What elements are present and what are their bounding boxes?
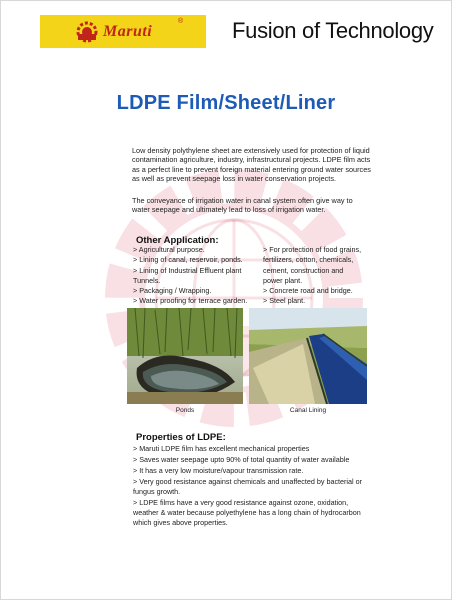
list-item: > Water proofing for terrace garden. <box>133 296 248 306</box>
page-title: LDPE Film/Sheet/Liner <box>116 92 336 114</box>
list-item: > Saves water seepage upto 90% of total quantity of water available <box>133 455 350 464</box>
list-item: Tunnels. <box>133 275 161 285</box>
list-item: power plant. <box>263 275 303 285</box>
ponds-caption: Ponds <box>175 407 195 414</box>
logo-text: Maruti <box>103 22 153 40</box>
list-item: > Agricultural purpose. <box>133 245 205 254</box>
list-item: cement, construction and <box>263 265 344 275</box>
list-item: > Concrete road and bridge. <box>263 286 353 296</box>
properties-list <box>133 444 373 529</box>
applications-list-right <box>263 245 373 307</box>
registered-mark: ® <box>178 18 184 25</box>
properties-heading: Properties of LDPE: <box>136 432 226 443</box>
list-item: > LDPE films have a very good resistance against ozone, oxidation, weather & water because polyethylene has a long chain of hydrocarbon which gives above properties. <box>133 498 361 527</box>
company-logo <box>40 15 206 48</box>
list-item: > Lining of Industrial Effluent plant <box>133 265 242 275</box>
intro-paragraph-1: Low density polythylene sheet are extensively used for protection of liquid contamination agriculture, industry, infrastructural projects. LDPE film acts as a perfect line to prevent foreign material entering ground water sources as well as prevent seepage loss in water conservation projects. <box>132 146 371 183</box>
list-item: > It has a very low moisture/vapour transmission rate. <box>133 466 304 475</box>
applications-heading: Other Application: <box>136 235 219 246</box>
list-item: > For protection of food grains, <box>263 245 362 254</box>
list-item: > Packaging / Wrapping. <box>133 286 212 296</box>
applications-list-left <box>133 245 258 307</box>
list-item: > Maruti LDPE film has excellent mechanical properties <box>133 444 310 453</box>
ponds-photo <box>127 308 243 404</box>
list-item: fertilizers, cotton, chemicals, <box>263 255 354 265</box>
tagline: Fusion of Technology <box>232 18 434 43</box>
intro-paragraph-2: The conveyance of irrigation water in canal system often give way to water seepage and ultimately lead to loss of irrigation water. <box>132 196 353 215</box>
logo-emblem-icon <box>74 21 100 43</box>
canal-lining-photo <box>249 308 367 404</box>
list-item: > Very good resistance against chemicals and unaffected by bacterial or fungus growth. <box>133 477 363 496</box>
list-item: > Steel plant. <box>263 296 306 306</box>
list-item: > Lining of canal, reservoir, ponds. <box>133 255 243 265</box>
canal-lining-caption: Canal Lining <box>289 407 327 414</box>
